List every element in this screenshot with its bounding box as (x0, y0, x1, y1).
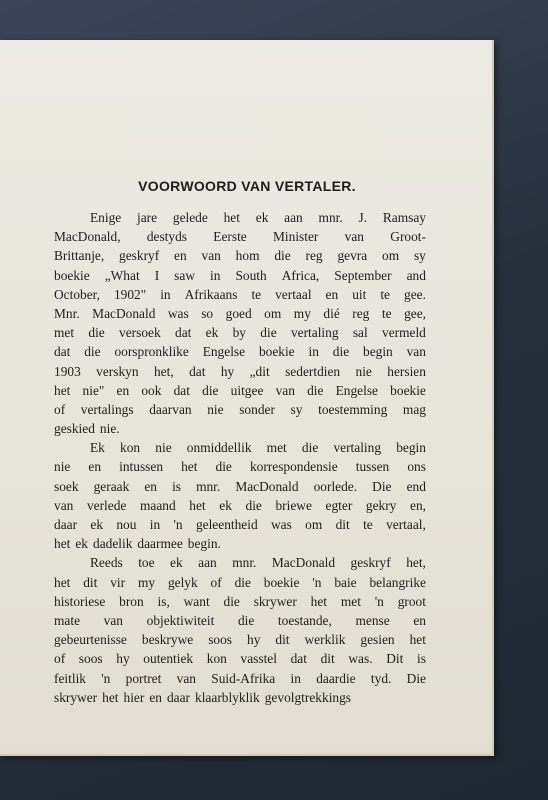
word: die (245, 497, 262, 513)
word: van (344, 229, 365, 245)
word: aan (198, 555, 217, 571)
word: dit (83, 574, 98, 590)
word: met (340, 593, 361, 609)
word: 'n (101, 670, 111, 686)
word: hier (123, 689, 145, 705)
word: gee, (404, 305, 426, 321)
word: daarvan (149, 401, 192, 417)
word: begin. (187, 536, 221, 552)
word: dat (173, 382, 190, 398)
word: ek (170, 555, 183, 571)
word: nou (116, 517, 137, 532)
word: gesien (360, 632, 395, 648)
word: nie (155, 440, 172, 456)
text-line (54, 285, 426, 304)
word: MacDonald, (54, 229, 121, 245)
word: intussen (119, 459, 164, 475)
word: die (237, 612, 255, 628)
word: J. (358, 210, 368, 225)
word: van (275, 382, 295, 398)
word: te (380, 286, 390, 302)
word: het (181, 459, 198, 475)
word: versoek (119, 325, 161, 341)
word: klaarblyklik (195, 689, 260, 705)
word: hersien (387, 363, 426, 379)
word: nie (54, 459, 71, 475)
word: en (88, 459, 102, 475)
word: jare (137, 210, 158, 225)
text-line (54, 457, 426, 476)
word: tussen (355, 459, 390, 475)
word: oorlede. (313, 478, 358, 494)
word: korrespondensie (249, 459, 338, 475)
word: ek (90, 517, 104, 532)
text-line (54, 496, 426, 515)
word: het (310, 593, 328, 609)
word: daar (166, 689, 191, 705)
word: en (149, 689, 162, 705)
word: geskryf (350, 555, 391, 571)
word: sal (352, 325, 368, 341)
word: of (210, 574, 222, 590)
word: October, (54, 286, 100, 302)
word: Mnr. (54, 305, 80, 321)
word: en (413, 612, 426, 628)
text-line (54, 304, 426, 323)
word: is, (157, 593, 170, 609)
text-line (54, 266, 426, 285)
word: „dit (249, 363, 270, 379)
word: ek (205, 325, 219, 341)
word: of (54, 401, 66, 417)
word: nie (207, 401, 224, 417)
word: van (201, 248, 221, 264)
page-heading: VOORWOORD VAN VERTALER. (138, 178, 356, 194)
word: dat (175, 325, 192, 341)
word: boekie (54, 267, 90, 283)
word: Eerste (213, 229, 247, 245)
word: mnr. (196, 478, 221, 494)
word: so (201, 305, 214, 321)
word: te (381, 305, 392, 321)
word: is (416, 651, 426, 667)
word: belangrike (369, 574, 426, 590)
word: vertalings (80, 401, 134, 417)
word: die (274, 248, 291, 264)
word: boekie (258, 344, 295, 360)
word: toe (138, 555, 155, 571)
word: en (144, 478, 157, 494)
word: van (54, 497, 74, 513)
word: kon (206, 651, 227, 667)
word: mense (355, 612, 390, 628)
word: and (406, 267, 426, 283)
word: gebeurtenisse (54, 632, 127, 648)
word: boekie (263, 574, 300, 590)
word: ons (407, 459, 426, 475)
word: was (167, 305, 189, 321)
word: het (409, 632, 426, 648)
word: Afrikaans (184, 286, 238, 302)
word: skrywer (54, 689, 98, 705)
text-line (54, 323, 426, 342)
word: die (88, 325, 105, 341)
word: vasstel (240, 651, 277, 667)
word: Ek (90, 440, 105, 456)
word: gee. (404, 286, 426, 302)
word: nie. (99, 421, 120, 437)
word: nie (355, 363, 372, 379)
text-line (54, 227, 426, 246)
word: het (54, 574, 71, 590)
word: 1902" (113, 286, 147, 302)
word: sy (413, 248, 426, 264)
word: vermeld (382, 325, 426, 341)
text-line (54, 669, 426, 688)
word: dié (323, 305, 340, 321)
word: werklik (304, 632, 346, 648)
word: uitgee (230, 382, 264, 398)
word: baie (334, 574, 357, 590)
word: sedertdien (285, 363, 341, 379)
word: in (149, 517, 161, 532)
text-line (54, 630, 426, 649)
word: Engelse (202, 344, 246, 360)
word: Enige (90, 210, 122, 225)
word: Minister (273, 229, 319, 245)
page-content (54, 178, 426, 707)
word: soos (78, 651, 103, 667)
word: dat (189, 363, 206, 379)
word: verlede (86, 497, 127, 513)
word: Suid-Afrika (211, 670, 276, 686)
word: skrywer (253, 593, 297, 609)
word: van (406, 344, 426, 360)
word: in (308, 344, 319, 360)
word: vir (110, 574, 126, 590)
word: daar (54, 517, 78, 532)
paragraph (54, 208, 426, 438)
word: in (290, 670, 301, 686)
word: ook (141, 382, 162, 398)
word: van (103, 612, 123, 628)
word: mnr. (232, 555, 257, 571)
text-line (54, 246, 426, 265)
word: reg (352, 305, 370, 321)
word: MacDonald (235, 478, 299, 494)
word: by (232, 325, 246, 341)
word: hom (235, 248, 260, 264)
word: dit (335, 517, 350, 532)
word: hy (116, 651, 130, 667)
word: my (293, 305, 311, 321)
word: soos (208, 632, 233, 648)
word: MacDonald (92, 305, 156, 321)
word: toestemming (318, 401, 388, 417)
word: boekie (390, 382, 426, 398)
word: met (266, 440, 287, 456)
word: die (234, 574, 251, 590)
body-text (54, 208, 426, 707)
word: onmiddellik (186, 440, 252, 456)
word: geleentheid (195, 517, 258, 532)
word: oorspronklike (114, 344, 189, 360)
text-line (54, 438, 426, 457)
word: tyd. (370, 670, 392, 686)
word: beskrywe (141, 632, 194, 648)
word: objektiwiteit (146, 612, 215, 628)
word: vertaal (275, 286, 312, 302)
word: te (363, 517, 373, 532)
word: MacDonald (271, 555, 336, 571)
word: reg (305, 248, 323, 264)
word: mag (402, 401, 426, 417)
word: geraak (93, 478, 130, 494)
text-line (54, 553, 426, 572)
text-line (54, 381, 426, 400)
word: het (54, 382, 71, 398)
text-line (54, 362, 426, 381)
word: die (332, 344, 350, 360)
word: want (183, 593, 210, 609)
word: groot (397, 593, 426, 609)
word: Ramsay (382, 210, 426, 225)
word: die (260, 325, 277, 341)
word: die (84, 344, 101, 360)
word: sonder (239, 401, 275, 417)
text-line (54, 208, 426, 227)
word: saw (174, 267, 195, 283)
word: mnr. (318, 210, 343, 225)
word: vertaling (333, 440, 382, 456)
word: gelede (172, 210, 208, 225)
text-line (54, 592, 426, 611)
paragraph (54, 438, 426, 553)
word: is (172, 478, 181, 494)
word: het (102, 689, 119, 705)
word: die (215, 459, 232, 475)
word: om (382, 248, 400, 264)
word: aan (284, 210, 303, 225)
text-line (54, 649, 426, 668)
word: hy (220, 363, 235, 379)
text-line (54, 477, 426, 496)
word: bron (119, 593, 144, 609)
word: het (189, 497, 206, 513)
word: soek (54, 478, 79, 494)
text-line (54, 515, 426, 534)
word: Reeds (90, 555, 123, 571)
word: om (305, 517, 323, 532)
word: en, (410, 497, 426, 513)
word: outentiek (143, 651, 194, 667)
word: Engelse (335, 382, 378, 398)
word: het, (406, 555, 426, 571)
word: begin (363, 344, 393, 360)
word: maand (139, 497, 176, 513)
word: egter (325, 497, 353, 513)
word: Die (372, 478, 392, 494)
book-page (0, 40, 494, 756)
word: Groot- (390, 229, 426, 245)
word: van (176, 670, 196, 686)
word: begin (396, 440, 426, 456)
word: en (174, 248, 187, 264)
word: nie" (82, 382, 105, 398)
word: kon (120, 440, 141, 456)
word: sy (290, 401, 303, 417)
word: die (202, 382, 219, 398)
word: het (54, 536, 71, 552)
word: te (251, 286, 262, 302)
word: in (160, 286, 171, 302)
word: dat (54, 344, 71, 360)
word: was (271, 517, 292, 532)
word: mate (54, 612, 81, 628)
word: South (235, 267, 267, 283)
word: die (223, 593, 240, 609)
word: hy (247, 632, 261, 648)
word: en (116, 382, 130, 398)
word: gevolgtrekkings (264, 689, 352, 705)
word: dit (320, 651, 335, 667)
paragraph (54, 553, 426, 707)
word: goed (225, 305, 252, 321)
word: vertaling (290, 325, 339, 341)
word: dit (275, 632, 290, 648)
word: verskyn (96, 363, 139, 379)
word: vertaal, (386, 517, 426, 532)
word: „What (104, 267, 140, 283)
word: 'n (374, 593, 384, 609)
word: Die (406, 670, 426, 686)
word: was. (348, 651, 373, 667)
word: of (54, 651, 66, 667)
word: met (54, 325, 75, 341)
text-line (54, 611, 426, 630)
word: end (406, 478, 426, 494)
word: geskied (54, 421, 95, 437)
text-line (54, 419, 426, 438)
word: briewe (275, 497, 312, 513)
word: portret (125, 670, 162, 686)
word: uit (352, 286, 367, 302)
word: dat (290, 651, 307, 667)
word: gevra (337, 248, 368, 264)
word: 1903 (54, 363, 81, 379)
word: daarmee (137, 536, 183, 552)
word: in (210, 267, 221, 283)
word: September (334, 267, 392, 283)
word: geskryf (119, 248, 160, 264)
word: gekry (365, 497, 397, 513)
word: 'n (173, 517, 183, 532)
word: het, (153, 363, 174, 379)
word: ek (219, 497, 232, 513)
word: my (137, 574, 156, 590)
word: Brittanje, (54, 248, 105, 264)
word: en (325, 286, 339, 302)
word: 'n (312, 574, 322, 590)
text-line (54, 688, 426, 707)
text-line (54, 534, 426, 553)
word: die (307, 382, 324, 398)
word: daardie (316, 670, 356, 686)
text-line (54, 400, 426, 419)
word: ek (75, 536, 88, 552)
word: Dit (386, 651, 404, 667)
word: destyds (146, 229, 188, 245)
word: om (264, 305, 282, 321)
word: feitlik (54, 670, 86, 686)
word: ek (255, 210, 269, 225)
word: historiese (54, 593, 106, 609)
word: I (154, 267, 160, 283)
word: die (301, 440, 319, 456)
word: dadelik (93, 536, 133, 552)
text-line (54, 573, 426, 592)
text-line (54, 342, 426, 361)
word: toestande, (277, 612, 332, 628)
word: Africa, (281, 267, 320, 283)
word: het (223, 210, 240, 225)
word: gelyk (167, 574, 198, 590)
